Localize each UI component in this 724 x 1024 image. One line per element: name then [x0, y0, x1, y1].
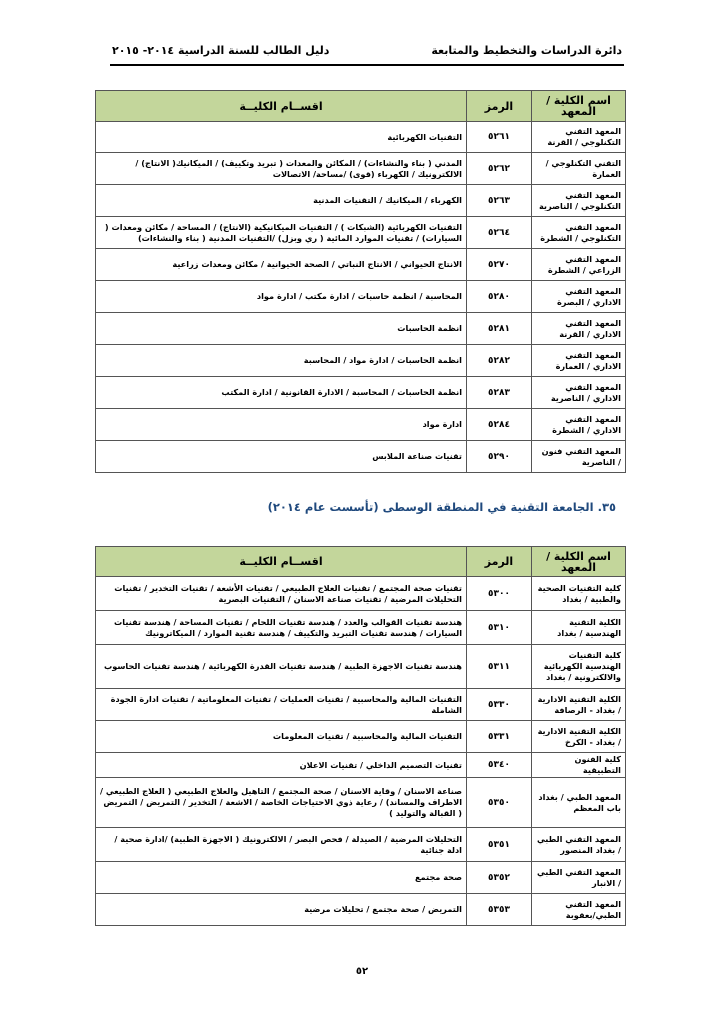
institute-cell: المعهد التقني الطبي/بعقوبة [532, 894, 626, 926]
code-cell: ٥٢٨٢ [467, 345, 532, 377]
departments-cell: صناعة الاسنان / وقاية الاسنان / صحة المجتمع / التاهيل والعلاج الطبيعي ( العلاج الطبيعي / الاطراف والمساند) / رعاية ذوي الاحتياجات الخاصة / الاشعة / التخدير / التمريض / التمريض ( القبالة والتوليد ) [96, 778, 467, 828]
institute-cell: المعهد التقني الاداري / الناصرية [532, 377, 626, 409]
departments-cell: التقنيات المالية والمحاسبية / تقنيات العمليات / تقنيات المعلوماتية / تقنيات ادارة الجودة الشاملة [96, 689, 467, 721]
code-cell: ٥٣١٠ [467, 611, 532, 645]
table-row [96, 645, 626, 689]
table-row [96, 409, 626, 441]
table-header-row [96, 91, 626, 122]
table-row [96, 721, 626, 753]
institute-cell: المعهد التقني التكنلوجي / الشطرة [532, 217, 626, 249]
header-code: الرمز [467, 547, 532, 577]
departments-cell: ادارة مواد [96, 409, 467, 441]
table-row [96, 577, 626, 611]
guide-title: دليل الطالب للسنة الدراسية ٢٠١٤- ٢٠١٥ [112, 44, 330, 57]
institute-cell: المعهد الطبي / بغداد باب المعظم [532, 778, 626, 828]
institute-cell: التقني التكنلوجي / العمارة [532, 153, 626, 185]
table-southern-institutes [95, 90, 626, 473]
departments-cell: تقنيات التصميم الداخلي / تقنيات الاعلان [96, 753, 467, 778]
departments-cell: التحليلات المرضية / الصيدلة / فحص البصر / الالكترونيك ( الاجهزة الطبية) /ادارة صحية /ادلة جنائية [96, 828, 467, 862]
table-row [96, 377, 626, 409]
table-header-row [96, 547, 626, 577]
institute-cell: المعهد التقني الاداري / البصرة [532, 281, 626, 313]
code-cell: ٥٢٨٤ [467, 409, 532, 441]
page-header [112, 44, 622, 62]
header-departments: اقســام الكليــة [96, 91, 467, 122]
header-code: الرمز [467, 91, 532, 122]
departments-cell: الكهرباء / الميكانيك / التقنيات المدنية [96, 185, 467, 217]
institute-cell: المعهد التقني الاداري / الشطرة [532, 409, 626, 441]
code-cell: ٥٢٦٣ [467, 185, 532, 217]
table-row [96, 185, 626, 217]
code-cell: ٥٢٦٤ [467, 217, 532, 249]
table-row [96, 249, 626, 281]
code-cell: ٥٢٦٢ [467, 153, 532, 185]
header-rule [110, 64, 624, 66]
table-row [96, 281, 626, 313]
institute-cell: المعهد التقني الاداري / العمارة [532, 345, 626, 377]
table-row [96, 862, 626, 894]
table-row [96, 828, 626, 862]
departments-cell: انظمة الحاسبات [96, 313, 467, 345]
table-row [96, 153, 626, 185]
table-row [96, 345, 626, 377]
code-cell: ٥٢٧٠ [467, 249, 532, 281]
table-row [96, 313, 626, 345]
institute-cell: المعهد التقني التكنلوجي / القرنة [532, 122, 626, 153]
code-cell: ٥٣٤٠ [467, 753, 532, 778]
departments-cell: هندسة تقنيات الاجهزة الطبية / هندسة تقنيات القدرة الكهربائية / هندسة تقنيات الحاسوب [96, 645, 467, 689]
institute-cell: الكلية التقنية الادارية / بغداد - الكرخ [532, 721, 626, 753]
code-cell: ٥٣١١ [467, 645, 532, 689]
header-departments: اقســام الكليــة [96, 547, 467, 577]
departments-cell: تقنيات صحة المجتمع / تقنيات العلاج الطبيعي / تقنيات الأشعة / تقنيات التخدير / تقنيات التحليلات المرضية / تقنيات صناعة الاسنان / التقنيات البصرية [96, 577, 467, 611]
institute-cell: المعهد التقني التكنلوجي / الناصرية [532, 185, 626, 217]
institute-cell: الكلية التقنية الادارية / بغداد - الرصافة [532, 689, 626, 721]
institute-cell: الكلية التقنية الهندسية / بغداد [532, 611, 626, 645]
header-institute: اسم الكلية / المعهد [532, 91, 626, 122]
code-cell: ٥٣٥٢ [467, 862, 532, 894]
table-row [96, 217, 626, 249]
institute-cell: كلية التقنيات الهندسية الكهربائية والالكترونية / بغداد [532, 645, 626, 689]
code-cell: ٥٣٥٣ [467, 894, 532, 926]
department-name: دائرة الدراسات والتخطيط والمتابعة [431, 44, 622, 57]
departments-cell: انظمة الحاسبات / المحاسبة / الادارة القانونية / ادارة المكتب [96, 377, 467, 409]
table-central-university [95, 546, 626, 926]
institute-cell: المعهد التقني الاداري / القرنة [532, 313, 626, 345]
code-cell: ٥٣٥١ [467, 828, 532, 862]
page-number: ٥٢ [355, 966, 369, 977]
institute-cell: المعهد التقني الطبي / بغداد المنصور [532, 828, 626, 862]
table-row [96, 689, 626, 721]
departments-cell: المدني ( بناء والنشاءات) / المكائن والمعدات ( تبريد وتكييف) / الميكانيك( الانتاج) / الالكترونيك / الكهرباء (قوى) /مساحة/ الاتصالات [96, 153, 467, 185]
departments-cell: التقنيات المالية والمحاسبية / تقنيات المعلومات [96, 721, 467, 753]
institute-cell: المعهد التقني الطبي / الانبار [532, 862, 626, 894]
departments-cell: هندسة تقنيات القوالب والعدد / هندسة تقنيات اللحام / تقنيات المساحة / هندسة تقنيات السيارات / هندسة تقنيات التبريد والتكييف / هندسة تقنية الموارد / الميكاترونيك [96, 611, 467, 645]
institute-cell: كلية التقنيات الصحية والطبية / بغداد [532, 577, 626, 611]
institute-cell: كلية الفنون التطبيقية [532, 753, 626, 778]
departments-cell: انظمة الحاسبات / ادارة مواد / المحاسبة [96, 345, 467, 377]
departments-cell: التقنيات الكهربائية (الشبكات ) / التقنيات الميكانيكية (الانتاج) / المساحة / مكائن ومعدات ( السيارات) / تقنيات الموارد المائية ( ري وبزل) /التقنيات المدنية ( بناء والنشاءات) [96, 217, 467, 249]
code-cell: ٥٣٥٠ [467, 778, 532, 828]
table-row [96, 753, 626, 778]
table-row [96, 122, 626, 153]
departments-cell: المحاسبة / انظمة حاسبات / ادارة مكتب / ادارة مواد [96, 281, 467, 313]
code-cell: ٥٢٩٠ [467, 441, 532, 473]
code-cell: ٥٢٨٠ [467, 281, 532, 313]
table-row [96, 611, 626, 645]
table-row [96, 441, 626, 473]
code-cell: ٥٢٦١ [467, 122, 532, 153]
code-cell: ٥٢٨١ [467, 313, 532, 345]
institute-cell: المعهد التقني فنون / الناصرية [532, 441, 626, 473]
code-cell: ٥٢٨٣ [467, 377, 532, 409]
departments-cell: التقنيات الكهربائية [96, 122, 467, 153]
table-row [96, 894, 626, 926]
institute-cell: المعهد التقني الزراعي / الشطرة [532, 249, 626, 281]
table-row [96, 778, 626, 828]
departments-cell: التمريض / صحة مجتمع / تحليلات مرضية [96, 894, 467, 926]
header-institute: اسم الكلية / المعهد [532, 547, 626, 577]
departments-cell: صحة مجتمع [96, 862, 467, 894]
section-title: ٣٥. الجامعة التقنية في المنطقة الوسطى (تأسست عام ٢٠١٤) [267, 500, 616, 514]
code-cell: ٥٣٠٠ [467, 577, 532, 611]
departments-cell: الانتاج الحيواني / الانتاج النباتي / الصحة الحيوانية / مكائن ومعدات زراعية [96, 249, 467, 281]
code-cell: ٥٣٣٠ [467, 689, 532, 721]
code-cell: ٥٣٣١ [467, 721, 532, 753]
departments-cell: تقنيات صناعة الملابس [96, 441, 467, 473]
